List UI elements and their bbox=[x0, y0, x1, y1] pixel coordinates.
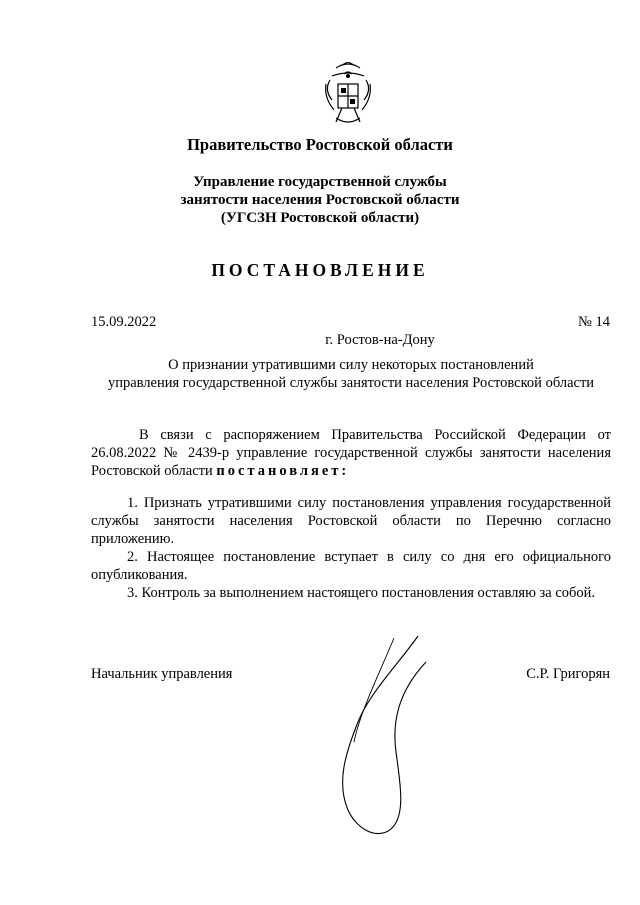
department-line: (УГСЗН Ростовской области) bbox=[220, 210, 420, 226]
decree-item: 2. Настоящее постановление вступает в силу со дня его официального опубликования. bbox=[91, 549, 611, 583]
document-number: № 14 bbox=[578, 314, 610, 330]
subject-line: О признании утратившими силу некоторых постановлений bbox=[168, 357, 534, 373]
department-line: Управление государственной службы bbox=[193, 174, 447, 190]
government-name: Правительство Ростовской области bbox=[187, 135, 453, 154]
document-subject bbox=[90, 356, 612, 392]
signature-icon bbox=[330, 632, 435, 847]
preamble-paragraph bbox=[91, 426, 611, 480]
coat-of-arms-icon bbox=[322, 62, 374, 126]
document-date: 15.09.2022 bbox=[91, 314, 157, 330]
document-city: г. Ростов-на-Дону bbox=[325, 332, 435, 348]
preamble-text: В связи с распоряжением Правительства Российской Федерации от 26.08.2022 № 2439-р управление государственной службы занятости населения Ростовской области bbox=[91, 427, 611, 479]
decree-items bbox=[91, 494, 611, 602]
document-type-title: ПОСТАНОВЛЕНИЕ bbox=[211, 260, 429, 280]
subject-line: управления государственной службы занятости населения Ростовской области bbox=[107, 375, 595, 391]
department-line: занятости населения Ростовской области bbox=[180, 192, 460, 208]
signer-name: С.Р. Григорян bbox=[526, 666, 610, 682]
signer-position: Начальник управления bbox=[91, 666, 233, 682]
department-name bbox=[0, 173, 640, 227]
decree-item: 1. Признать утратившими силу постановления управления государственной службы занятости населения Ростовской области по Перечню согласно приложению. bbox=[91, 495, 611, 547]
decree-word: постановляет: bbox=[216, 463, 350, 479]
decree-item: 3. Контроль за выполнением настоящего постановления оставляю за собой. bbox=[127, 585, 596, 601]
